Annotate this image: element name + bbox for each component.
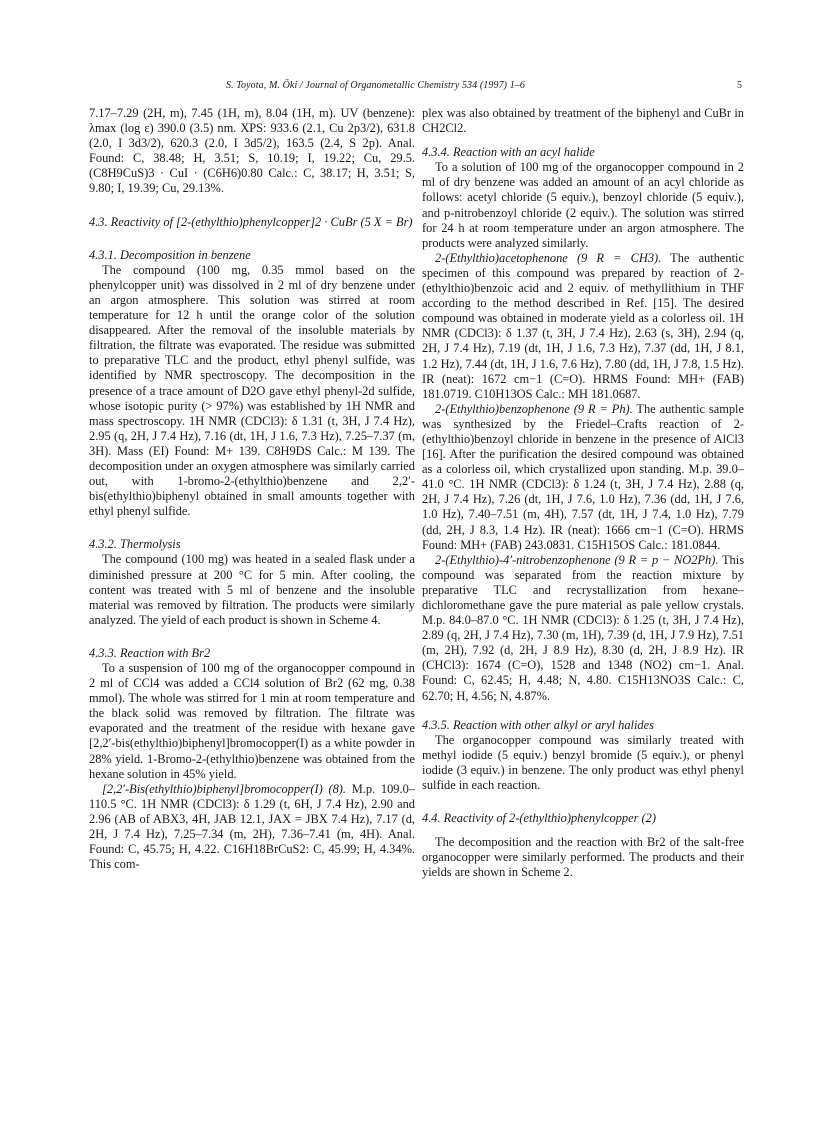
subsection-4-3-2-text: The compound (100 mg) was heated in a sealed flask under a diminished pressure at 200 °C for 5 min. After cooling, the content was treated with 5 ml of benzene and the insoluble material was removed by filtration. The products were similarly analyzed. The yield of each product is shown in Scheme 4. [89, 552, 415, 627]
compound-9c-text: This compound was separated from the reaction mixture by preparative TLC and recrystallization from hexane–dichloromethane gave the pure material as pale yellow crystals. M.p. 84.0–87.0 °C. 1H NMR (CDCl3): δ 1.25 (t, 3H, J 7.4 Hz), 2.89 (q, 2H, J 7.4 Hz), 7.30 (m, 1H), 7.39 (d, 1H, J 7.9 Hz), 7.51 (m, 2H), 7.92 (d, 2H, J 8.9 Hz), 8.30 (d, 2H, J 8.9 Hz). IR (CHCl3): 1674 (C=O), 1528 and 1348 (NO2) cm−1. Anal. Found: C, 62.45; H, 4.48; N, 4.80. C15H13NO3S Calc.: C, 62.70; H, 4.56; N, 4.87%. [422, 552, 745, 703]
running-header [0, 78, 816, 94]
left-column [89, 106, 415, 872]
section-4-4-text: The decomposition and the reaction with Br2 of the salt-free organocopper were similarly performed. The products and their yields are shown in Scheme 2. [422, 835, 744, 880]
compound-8-name: [2,2′-Bis(ethylthio)biphenyl]bromocopper(I) (8). [102, 781, 347, 796]
compound-9b-name: 2-(Ethylthio)benzophenone (9 R = Ph). [435, 401, 633, 416]
running-title: S. Toyota, M. Ōki / Journal of Organometallic Chemistry 534 (1997) 1–6 [226, 80, 526, 91]
compound-9a-name: 2-(Ethylthio)acetophenone (9 R = CH3). [435, 250, 662, 265]
subsection-4-3-3-text: To a suspension of 100 mg of the organocopper compound in 2 ml of CCl4 was added a CCl4 solution of Br2 (62 mg, 0.38 mmol). The whole was stirred for 1 min at room temperature and the black solid was removed by filtration. The filtrate was evaporated and the treatment of the residue with hexane gave [2,2′-bis(ethylthio)biphenyl]bromocopper(I) as a white powder in 28% yield. 1-Bromo-2-(ethylthio)benzene was obtained from the hexane solution in 45% yield. [89, 661, 415, 781]
compound-9c-paragraph [422, 553, 744, 704]
subsection-4-3-3-heading: 4.3.3. Reaction with Br2 [89, 645, 211, 660]
compound-9a-text: The authentic specimen of this compound was prepared by reaction of 2-(ethylthio)benzoic acid and 2 equiv. of methyllithium in THF according to the method described in Ref. [15]. The desired compound was obtained in moderate yield as a colorless oil. 1H NMR (CDCl3): δ 1.37 (t, 3H, J 7.4 Hz), 2.63 (s, 3H), 2.94 (q, 2H, J 7.4 Hz), 7.19 (dt, 1H, J 1.6, 7.3 Hz), 7.37 (dd, 1H, J 8.1, 1.2 Hz), 7.44 (dt, 1H, J 1.6, 7.6 Hz), 7.80 (dd, 1H, J 7.8, 1.5 Hz). IR (neat): 1672 cm−1 (C=O). HRMS Found: MH+ (FAB) 181.0719. C10H13OS Calc.: MH 181.0687. [422, 250, 744, 401]
compound-9a-paragraph [422, 251, 744, 402]
section-4-4-heading: 4.4. Reactivity of 2-(ethylthio)phenylcopper (2) [422, 811, 656, 826]
compound-8-paragraph [89, 782, 415, 873]
page-number: 5 [737, 80, 742, 91]
subsection-4-3-4-text: To a solution of 100 mg of the organocopper compound in 2 ml of dry benzene was added an amount of an acyl chloride as follows: acetyl chloride (5 equiv.), benzoyl chloride (5 equiv.), and p-nitrobenzoyl chloride (2 equiv.). The solution was stirred for 24 h at room temperature under an argon atmosphere. The products were analyzed similarly. [422, 160, 744, 250]
compound-9b-text: The authentic sample was synthesized by the Friedel–Crafts reaction of 2-(ethylthio)benzoyl chloride in benzene in the presence of AlCl3 [16]. After the purification the desired compound was obtained as a colorless oil, which crystallized upon standing. M.p. 39.0–41.0 °C. 1H NMR (CDCl3): δ 1.24 (t, 3H, J 7.4 Hz), 2.88 (q, 2H, J 7.4 Hz), 7.26 (dt, 1H, J 7.6, 1.0 Hz), 7.36 (dd, 1H, J 7.6, 1.0 Hz), 7.40–7.51 (m, 4H), 7.57 (dt, 1H, J 7.4, 1.0 Hz), 7.79 (dd, 2H, J 8.3, 1.4 Hz). IR (neat): 1666 cm−1 (C=O). HRMS Found: MH+ (FAB) 243.0831. C15H15OS Calc.: 181.0844. [422, 401, 745, 552]
continued-paragraph-left: 7.17–7.29 (2H, m), 7.45 (1H, m), 8.04 (1H, m). UV (benzene): λmax (log ε) 390.0 (3.5) nm. XPS: 933.6 (2.1, Cu 2p3/2), 631.8 (2.0, I 3d3/2), 620.3 (2.0, I 3d5/2), 163.5 (2.4, S 2p). Anal. Found: C, 38.48; H, 3.51; S, 10.19; I, 19.22; Cu, 29.5. (C8H9CuS)3 · CuI · (C6H6)0.80 Calc.: C, 38.17; H, 3.51; S, 9.80; I, 19.39; Cu, 29.13%. [89, 106, 415, 196]
compound-9c-name: 2-(Ethylthio)-4′-nitrobenzophenone (9 R = p − NO2Ph). [435, 552, 719, 567]
compound-8-text: M.p. 109.0–110.5 °C. 1H NMR (CDCl3): δ 1.29 (t, 6H, J 7.4 Hz), 2.90 and 2.96 (AB of ABX3, 4H, JAB 12.1, JAX = JBX 7.4 Hz), 7.17 (d, 2H, J 7.4 Hz), 7.25–7.34 (m, 2H), 7.36–7.41 (m, 4H). Anal. Found: C, 45.75; H, 4.22. C16H18BrCuS2: C, 45.99; H, 4.34%. This com- [89, 781, 415, 872]
subsection-4-3-4-heading: 4.3.4. Reaction with an acyl halide [422, 145, 595, 160]
section-4-3-heading: 4.3. Reactivity of [2-(ethylthio)phenylcopper]2 · CuBr (5 X = Br) [89, 214, 413, 229]
subsection-4-3-5-text: The organocopper compound was similarly treated with methyl iodide (5 equiv.) benzyl bromide (5 equiv.), or phenyl iodide (3 equiv.) in benzene. The only product was ethyl phenyl sulfide in each reaction. [422, 732, 744, 793]
compound-9b-paragraph [422, 402, 744, 553]
subsection-4-3-5-heading: 4.3.5. Reaction with other alkyl or aryl halides [422, 717, 654, 732]
subsection-4-3-1-text: The compound (100 mg, 0.35 mmol based on the phenylcopper unit) was dissolved in 2 ml of dry benzene under an argon atmosphere. This solution was stirred at room temperature for 12 h until the orange color of the solution disappeared. After the removal of the insoluble materials by filtration, the filtrate was evaporated. The residue was submitted to preparative TLC and the product, ethyl phenyl sulfide, was identified by NMR spectroscopy. The decomposition in the presence of a trace amount of D2O gave ethyl phenyl-2d sulfide, whose isotopic purity (> 97%) was established by 1H NMR and mass spectroscopy. 1H NMR (CDCl3): δ 1.31 (t, 3H, J 7.4 Hz), 2.95 (q, 2H, J 7.4 Hz), 7.16 (dt, 1H, J 1.6, 7.3 Hz), 7.25–7.37 (m, 3H). Mass (EI) Found: M+ 139. C8H9DS Calc.: M 139. The decomposition under an oxygen atmosphere was similarly carried out, with 1-bromo-2-(ethylthio)benzene and 2,2′-bis(ethylthio)biphenyl obtained in small amounts together with ethyl phenyl sulfide. [89, 262, 415, 519]
subsection-4-3-1-heading: 4.3.1. Decomposition in benzene [89, 247, 251, 262]
continued-paragraph-right: plex was also obtained by treatment of the biphenyl and CuBr in CH2Cl2. [422, 106, 744, 136]
subsection-4-3-2-heading: 4.3.2. Thermolysis [89, 537, 181, 552]
right-column [422, 106, 744, 881]
